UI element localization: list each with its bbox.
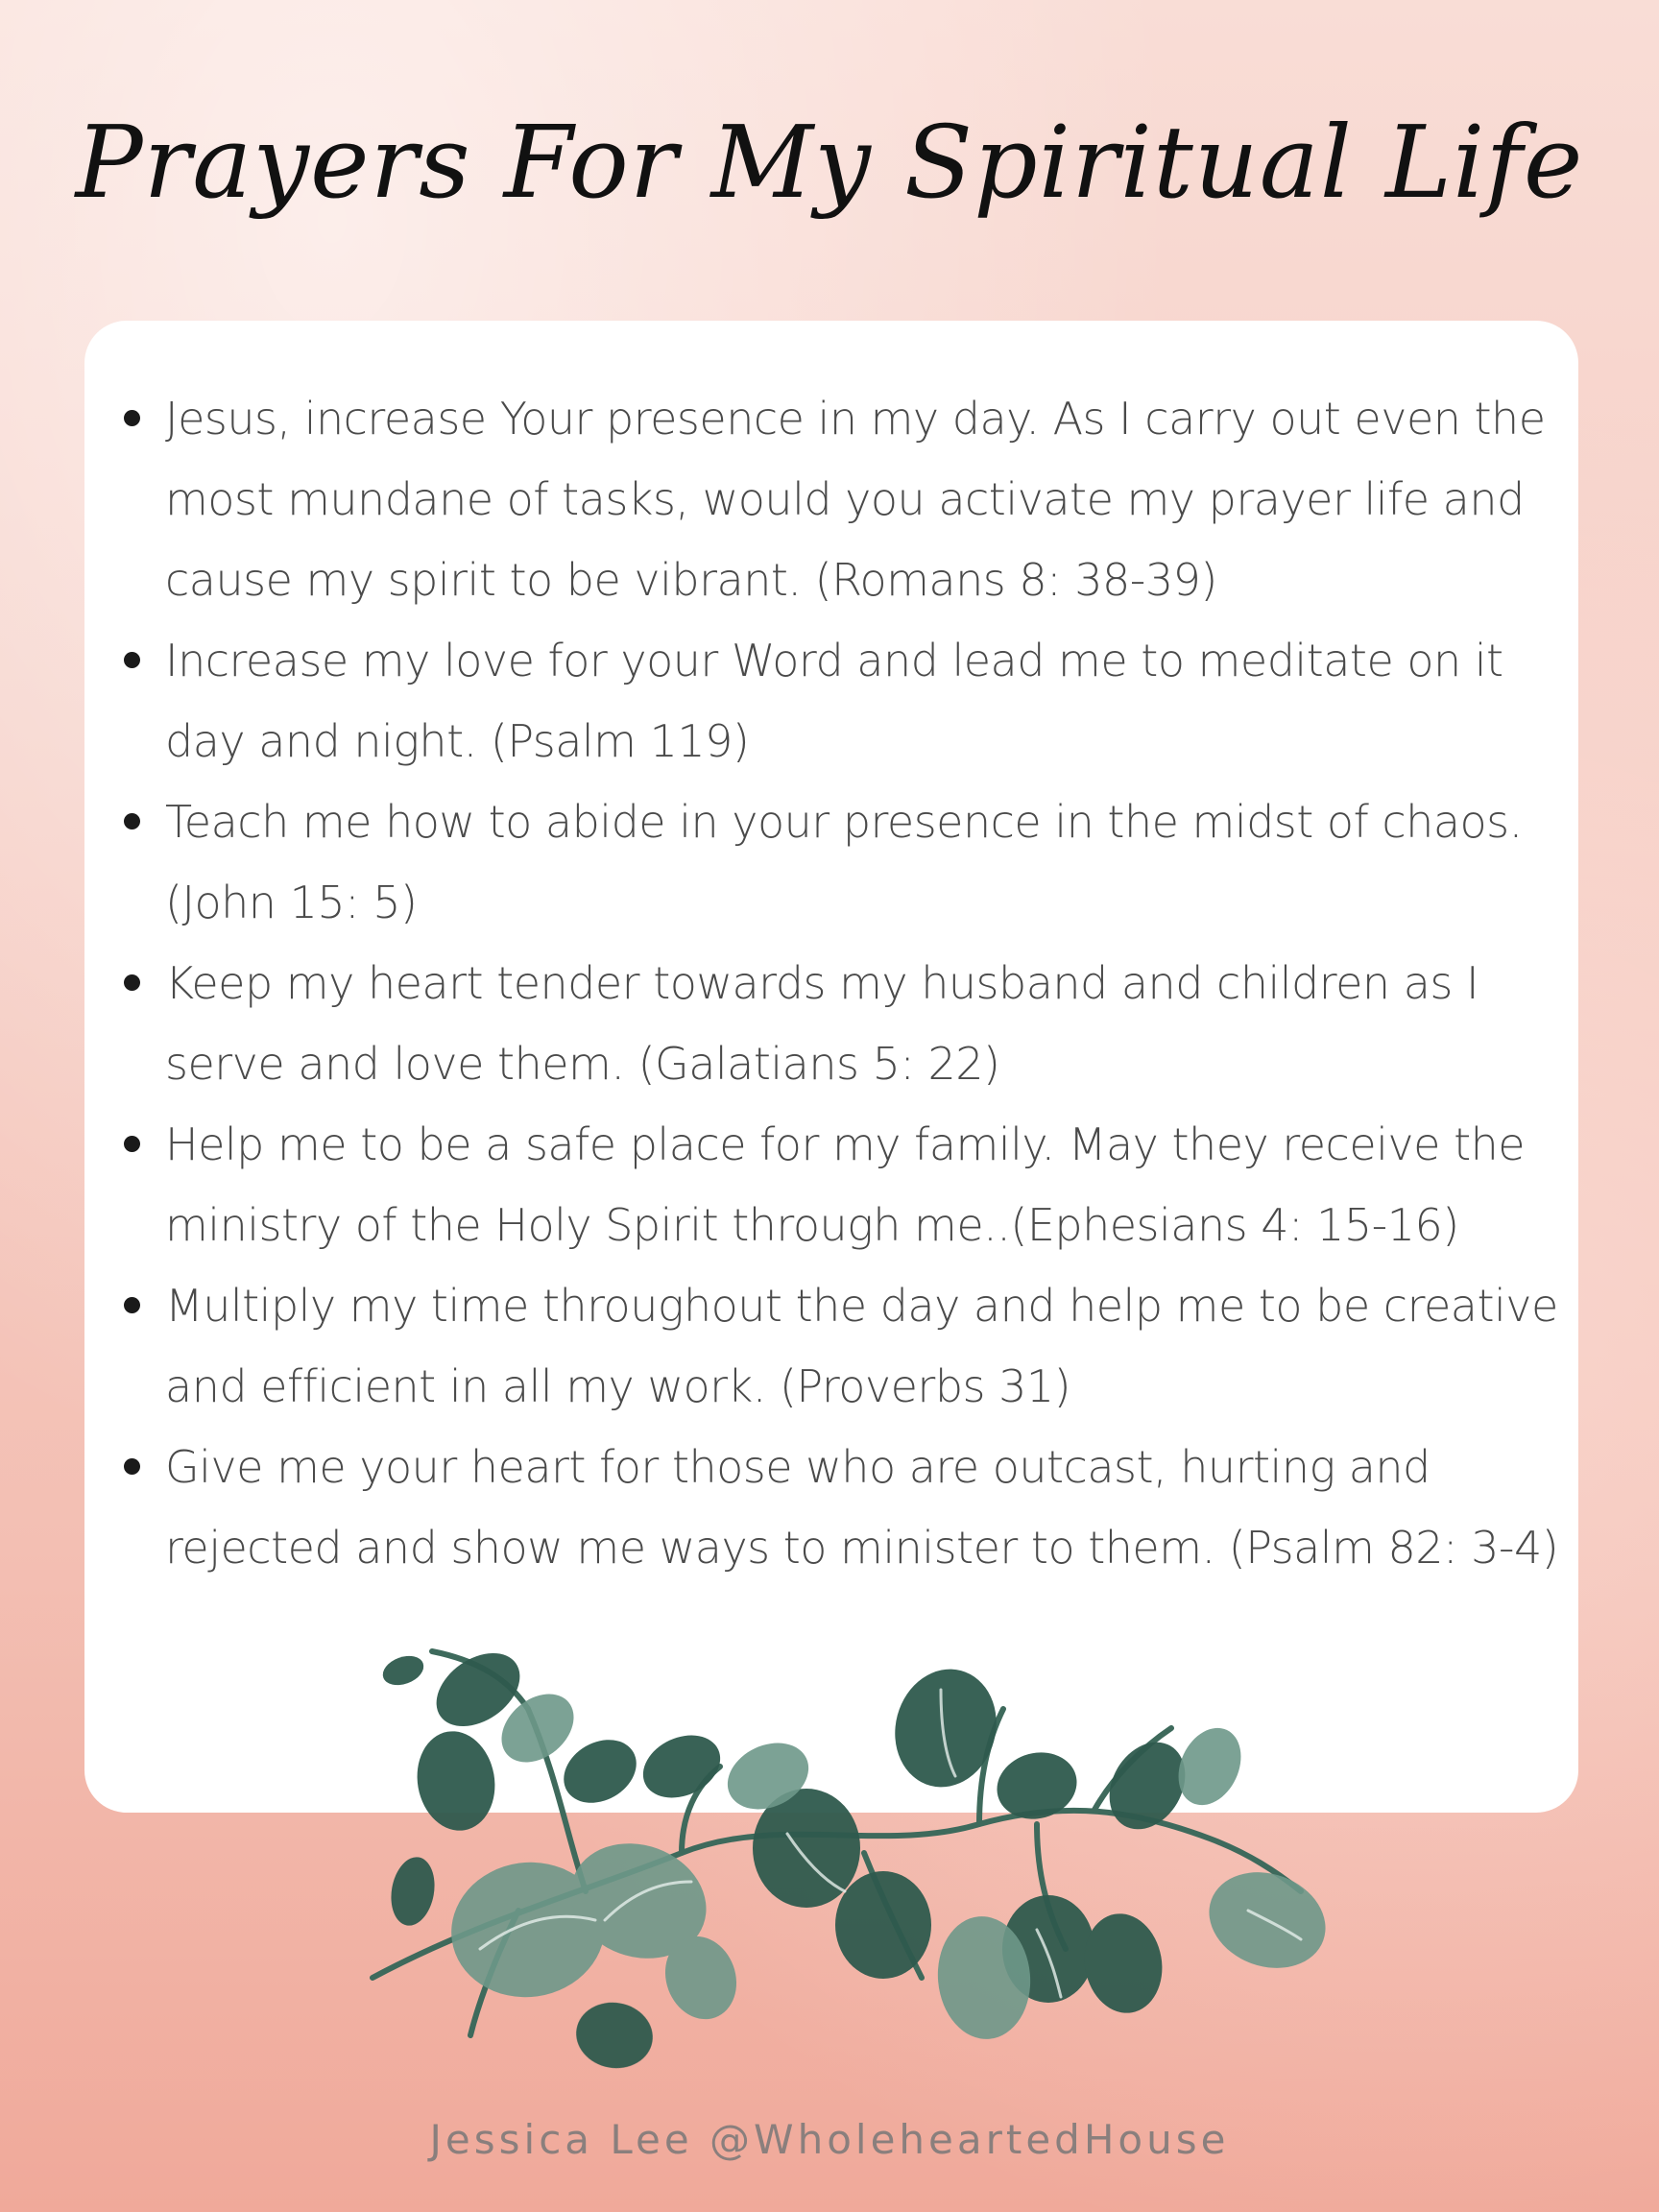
bullet-icon [124,1297,140,1313]
page-title: Prayers For My Spiritual Life [75,104,1584,221]
list-item [117,943,1586,1104]
prayer-text: Help me to be a safe place for my family. May they receive the ministry of the Holy Spirit through me..(Ephesians 4: 15-16) [165,1118,1526,1251]
bullet-icon [124,1458,140,1475]
list-item [117,781,1586,943]
author-credit: Jessica Lee @WholeheartedHouse [429,2116,1230,2163]
bullet-icon [124,974,140,991]
list-item [117,378,1586,620]
list-item [117,1104,1586,1265]
list-item [117,1427,1586,1588]
prayer-text: Give me your heart for those who are outcast, hurting and rejected and show me ways to minister to them. (Psalm 82: 3-4) [165,1441,1559,1574]
bullet-icon [124,813,140,830]
list-item [117,1265,1586,1427]
prayer-text: Keep my heart tender towards my husband and children as I serve and love them. (Galatians 5: 22) [165,957,1479,1090]
prayer-text: Multiply my time throughout the day and help me to be creative and efficient in all my work. (Proverbs 31) [165,1280,1558,1412]
list-item [117,620,1586,781]
bullet-icon [124,410,140,426]
prayer-text: Jesus, increase Your presence in my day. As I carry out even the most mundane of tasks, would you activate my prayer life and cause my spirit to be vibrant. (Romans 8: 38-39) [165,393,1546,606]
prayer-text: Teach me how to abide in your presence in the midst of chaos. (John 15: 5) [165,796,1523,928]
prayer-text: Increase my love for your Word and lead me to meditate on it day and night. (Psalm 119) [165,635,1503,767]
bullet-icon [124,1136,140,1152]
eucalyptus-branch-icon [365,1632,1363,2093]
bullet-icon [124,652,140,668]
prayer-list [117,378,1586,1588]
